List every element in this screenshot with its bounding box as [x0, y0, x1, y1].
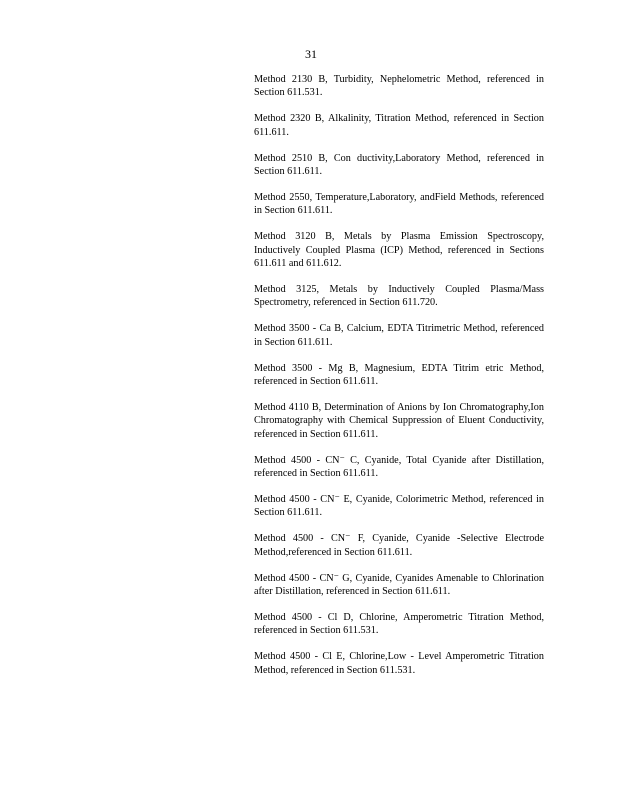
- method-entry: Method 4500 - CN⁻ C, Cyanide, Total Cyanide after Distillation, referenced in Section 611.611.: [254, 454, 544, 480]
- method-entry: Method 2320 B, Alkalinity, Titration Method, referenced in Section 611.611.: [254, 113, 544, 138]
- method-entry: Method 4500 - CN⁻ G, Cyanide, Cyanides Amenable to Chlorination after Distillation, referenced in Section 611.611.: [254, 572, 544, 597]
- method-entry: Method 4110 B, Determination of Anions by Ion Chromatography,Ion Chromatography with Chemical Suppression of Eluent Conductivity, referenced in Section 611.611.: [254, 401, 544, 440]
- method-entry: Method 2510 B, Con ductivity,Laboratory Method, referenced in Section 611.611.: [254, 152, 544, 178]
- page-number: 31: [305, 47, 317, 61]
- method-entry: Method 2130 B, Turbidity, Nephelometric Method, referenced in Section 611.531.: [254, 74, 544, 99]
- method-entry: Method 3500 - Mg B, Magnesium, EDTA Titrim etric Method, referenced in Section 611.611.: [254, 362, 544, 387]
- method-entry: Method 2550, Temperature,Laboratory, andField Methods, referenced in Section 611.611.: [254, 191, 544, 217]
- method-entry: Method 4500 - CN⁻ F, Cyanide, Cyanide -Selective Electrode Method,referenced in Section 611.611.: [254, 533, 544, 558]
- method-reference-list: [254, 73, 544, 690]
- method-entry: Method 4500 - Cl D, Chlorine, Amperometric Titration Method, referenced in Section 611.531.: [254, 611, 544, 637]
- method-entry: Method 3120 B, Metals by Plasma Emission Spectroscopy, Inductively Coupled Plasma (ICP) Method, referenced in Sections 611.611 and 611.612.: [254, 231, 544, 270]
- method-entry: Method 4500 - CN⁻ E, Cyanide, Colorimetric Method, referenced in Section 611.611.: [254, 493, 544, 519]
- method-entry: Method 4500 - Cl E, Chlorine,Low - Level Amperometric Titration Method, referenced in Section 611.531.: [254, 651, 544, 676]
- method-entry: Method 3125, Metals by Inductively Coupled Plasma/Mass Spectrometry, referenced in Section 611.720.: [254, 283, 544, 309]
- method-entry: Method 3500 - Ca B, Calcium, EDTA Titrimetric Method, referenced in Section 611.611.: [254, 323, 544, 348]
